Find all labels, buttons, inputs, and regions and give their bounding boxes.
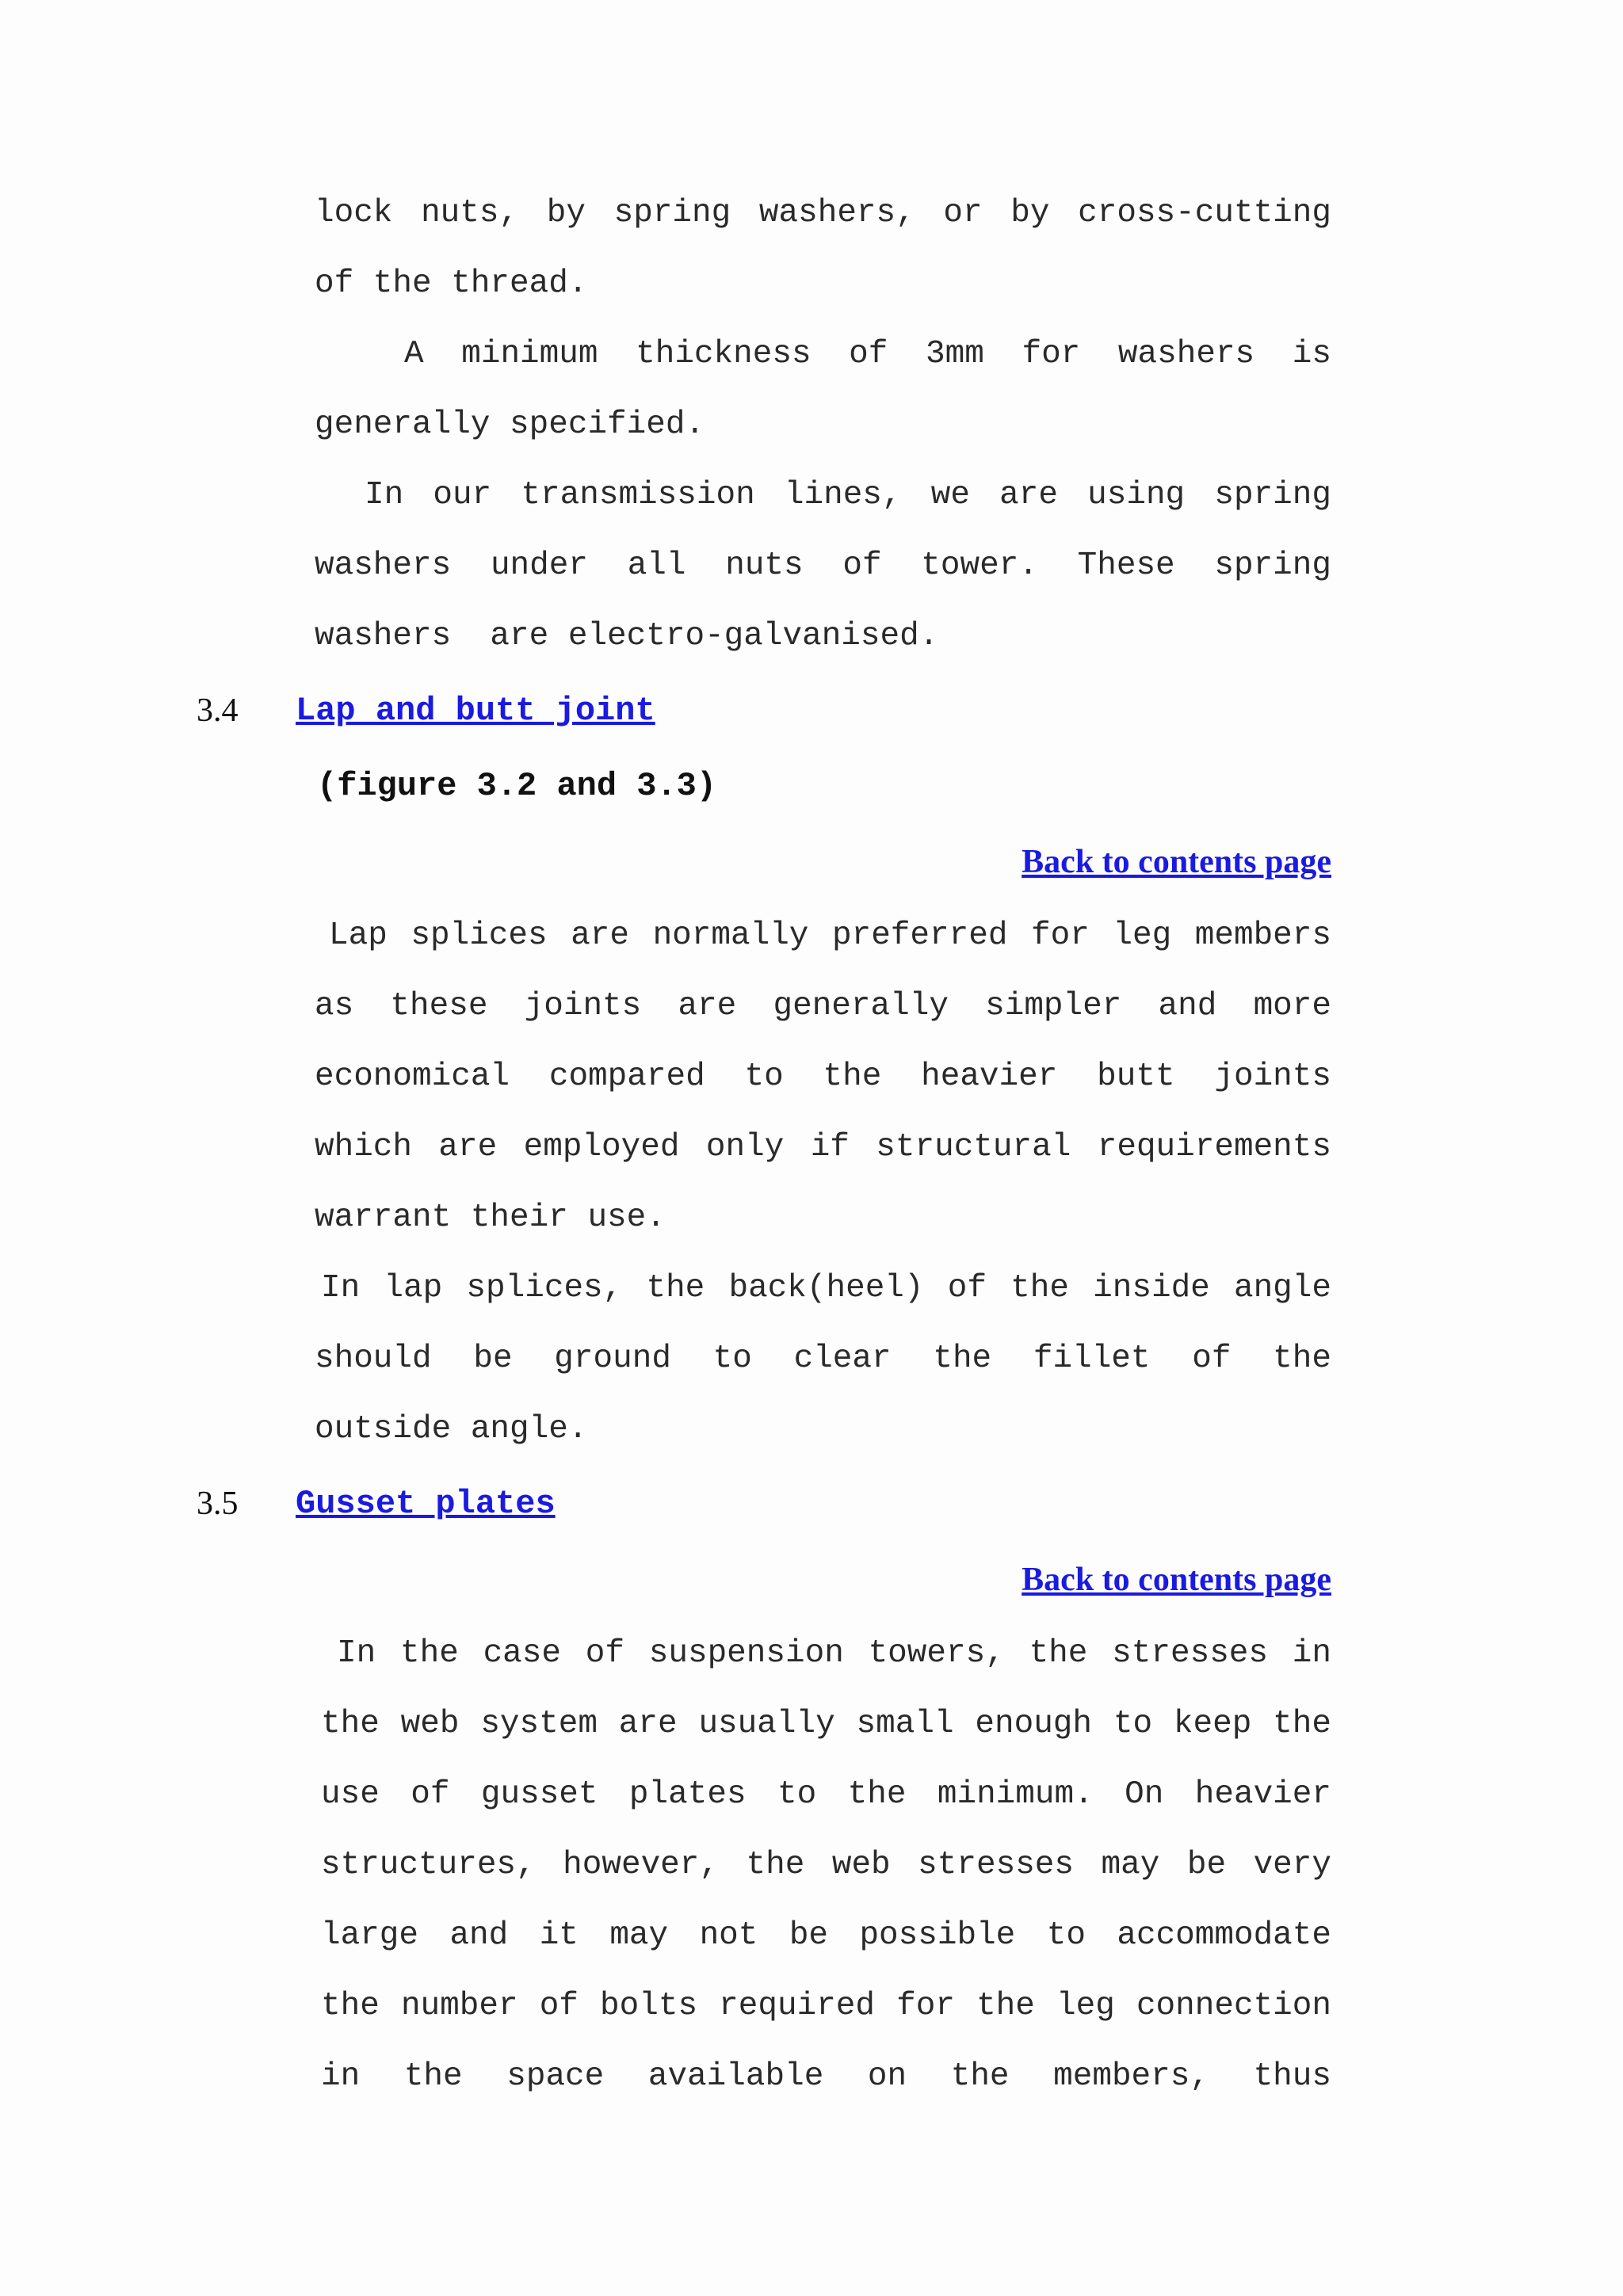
text-line: outside angle.	[315, 1411, 588, 1447]
text-line: In the case of suspension towers, the stresses in	[337, 1635, 1331, 1672]
figure-reference: (figure 3.2 and 3.3)	[317, 767, 717, 805]
text-line: washers under all nuts of tower. These spring	[315, 547, 1331, 584]
text-line: the number of bolts required for the leg connection	[321, 1988, 1331, 2024]
text-line: structures, however, the web stresses may be very	[321, 1847, 1331, 1883]
section-heading-link-gusset-plates[interactable]: Gusset plates	[296, 1485, 556, 1523]
text-line: Lap splices are normally preferred for leg members	[329, 917, 1331, 954]
text-line: which are employed only if structural requirements	[315, 1129, 1331, 1165]
text-line: the web system are usually small enough to keep the	[321, 1706, 1331, 1742]
text-line: A minimum thickness of 3mm for washers is	[404, 336, 1331, 372]
section-heading-link-lap-and-butt-joint[interactable]: Lap and butt joint	[296, 692, 655, 730]
back-to-contents-link[interactable]: Back to contents page	[1022, 1562, 1331, 1598]
text-line: In lap splices, the back(heel) of the inside angle	[321, 1270, 1331, 1306]
text-line: as these joints are generally simpler and more	[315, 988, 1331, 1024]
text-line: In our transmission lines, we are using spring	[365, 477, 1331, 513]
text-line: use of gusset plates to the minimum. On heavier	[321, 1776, 1331, 1813]
text-line: lock nuts, by spring washers, or by cross-cutting	[315, 195, 1331, 231]
text-line: generally specified.	[315, 406, 705, 443]
text-line: should be ground to clear the fillet of the	[315, 1341, 1331, 1377]
section-number: 3.5	[197, 1486, 239, 1522]
text-line: economical compared to the heavier butt joints	[315, 1058, 1331, 1095]
text-line: large and it may not be possible to accommodate	[321, 1917, 1331, 1954]
text-line: warrant their use.	[315, 1199, 666, 1236]
text-line: washers are electro-galvanised.	[315, 618, 939, 654]
text-line: in the space available on the members, thus	[321, 2058, 1331, 2095]
back-to-contents-link[interactable]: Back to contents page	[1022, 844, 1331, 880]
text-line: of the thread.	[315, 265, 588, 302]
section-number: 3.4	[197, 692, 239, 729]
